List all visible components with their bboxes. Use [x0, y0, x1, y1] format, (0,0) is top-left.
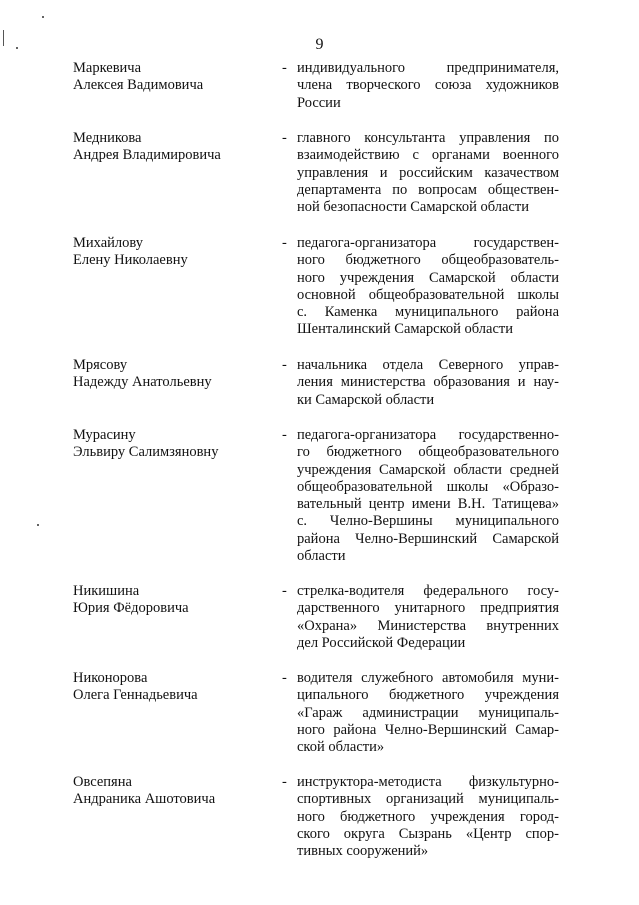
- position-description: [297, 357, 559, 409]
- surname: Медникова: [73, 130, 142, 146]
- description-line: индивидуального предпринимателя,: [297, 60, 559, 76]
- description-line: управления и российским казачеством: [297, 164, 559, 181]
- description-line: ного бюджетного учреждения город-: [297, 808, 559, 825]
- description-line: водителя служебного автомобиля муни-: [297, 670, 559, 686]
- given-names: Олега Геннадьевича: [73, 687, 198, 703]
- description-line: ления министерства образования и нау-: [297, 374, 559, 391]
- description-line: Шенталинский Самарской области: [297, 321, 513, 338]
- description-line: дел Российской Федерации: [297, 634, 466, 651]
- person-name: [73, 583, 273, 617]
- description-line: члена творческого союза художников: [297, 77, 559, 94]
- description-line: инструктора-методиста физкультурно-: [297, 774, 559, 790]
- position-description: [297, 583, 559, 652]
- dash: -: [282, 583, 287, 599]
- person-name: [73, 235, 273, 269]
- description-line: ципального бюджетного учреждения: [297, 687, 559, 704]
- description-line: общеобразовательной школы «Образо-: [297, 478, 559, 495]
- person-name: [73, 774, 273, 808]
- description-line: района Челно-Вершинский Самарской: [297, 530, 559, 547]
- description-line: департамента по вопросам обществен-: [297, 181, 559, 198]
- person-name: [73, 427, 273, 461]
- description-line: области: [297, 548, 346, 565]
- dash: -: [282, 130, 287, 146]
- person-name: [73, 670, 273, 704]
- surname: Михайлову: [73, 235, 143, 251]
- description-line: основной общеобразовательной школы: [297, 286, 559, 303]
- given-names: Андрея Владимировича: [73, 147, 221, 163]
- position-description: [297, 130, 559, 216]
- given-names: Алексея Вадимовича: [73, 77, 204, 93]
- dash: -: [282, 60, 287, 76]
- description-line: России: [297, 94, 341, 111]
- description-line: го бюджетного общеобразовательного: [297, 444, 559, 461]
- dash: -: [282, 774, 287, 790]
- description-line: ной безопасности Самарской области: [297, 199, 529, 216]
- description-line: вательный центр имени В.Н. Татищева»: [297, 496, 559, 513]
- person-name: [73, 60, 273, 94]
- person-name: [73, 357, 273, 391]
- description-line: с. Челно-Вершины муниципального: [297, 513, 559, 530]
- given-names: Эльвиру Салимзяновну: [73, 444, 219, 460]
- dash: -: [282, 670, 287, 686]
- person-name: [73, 130, 273, 164]
- given-names: Надежду Анатольевну: [73, 374, 212, 390]
- position-description: [297, 235, 559, 339]
- surname: Мурасину: [73, 427, 136, 443]
- given-names: Юрия Фёдоровича: [73, 600, 189, 616]
- description-line: ской области»: [297, 739, 385, 756]
- description-line: дарственного унитарного предприятия: [297, 600, 559, 617]
- surname: Никонорова: [73, 670, 148, 686]
- description-line: спортивных организаций муниципаль-: [297, 791, 559, 808]
- position-description: [297, 60, 559, 112]
- description-line: педагога-организатора государствен-: [297, 235, 559, 251]
- description-line: ки Самарской области: [297, 391, 435, 408]
- description-line: взаимодействию с органами военного: [297, 147, 559, 164]
- description-line: учреждения Самарской области средней: [297, 461, 559, 478]
- description-line: тивных сооружений»: [297, 843, 429, 860]
- surname: Никишина: [73, 583, 140, 599]
- position-description: [297, 670, 559, 756]
- page-number: 9: [315, 36, 324, 53]
- description-line: «Охрана» Министерства внутренних: [297, 617, 559, 634]
- position-description: [297, 774, 559, 860]
- description-line: ского округа Сызрань «Центр спор-: [297, 825, 559, 842]
- description-line: ного бюджетного общеобразователь-: [297, 252, 559, 269]
- description-line: с. Каменка муниципального района: [297, 304, 559, 321]
- description-line: педагога-организатора государственно-: [297, 427, 559, 443]
- description-line: стрелка-водителя федерального госу-: [297, 583, 559, 599]
- description-line: ного района Челно-Вершинский Самар-: [297, 721, 559, 738]
- dash: -: [282, 427, 287, 443]
- given-names: Елену Николаевну: [73, 252, 188, 268]
- surname: Мрясову: [73, 357, 128, 373]
- description-line: главного консультанта управления по: [297, 130, 559, 146]
- position-description: [297, 427, 559, 565]
- surname: Овсепяна: [73, 774, 132, 790]
- dash: -: [282, 235, 287, 251]
- description-line: ного учреждения Самарской области: [297, 269, 559, 286]
- description-line: «Гараж администрации муниципаль-: [297, 704, 559, 721]
- given-names: Андраника Ашотовича: [73, 791, 216, 807]
- description-line: начальника отдела Северного управ-: [297, 357, 559, 373]
- surname: Маркевича: [73, 60, 142, 76]
- dash: -: [282, 357, 287, 373]
